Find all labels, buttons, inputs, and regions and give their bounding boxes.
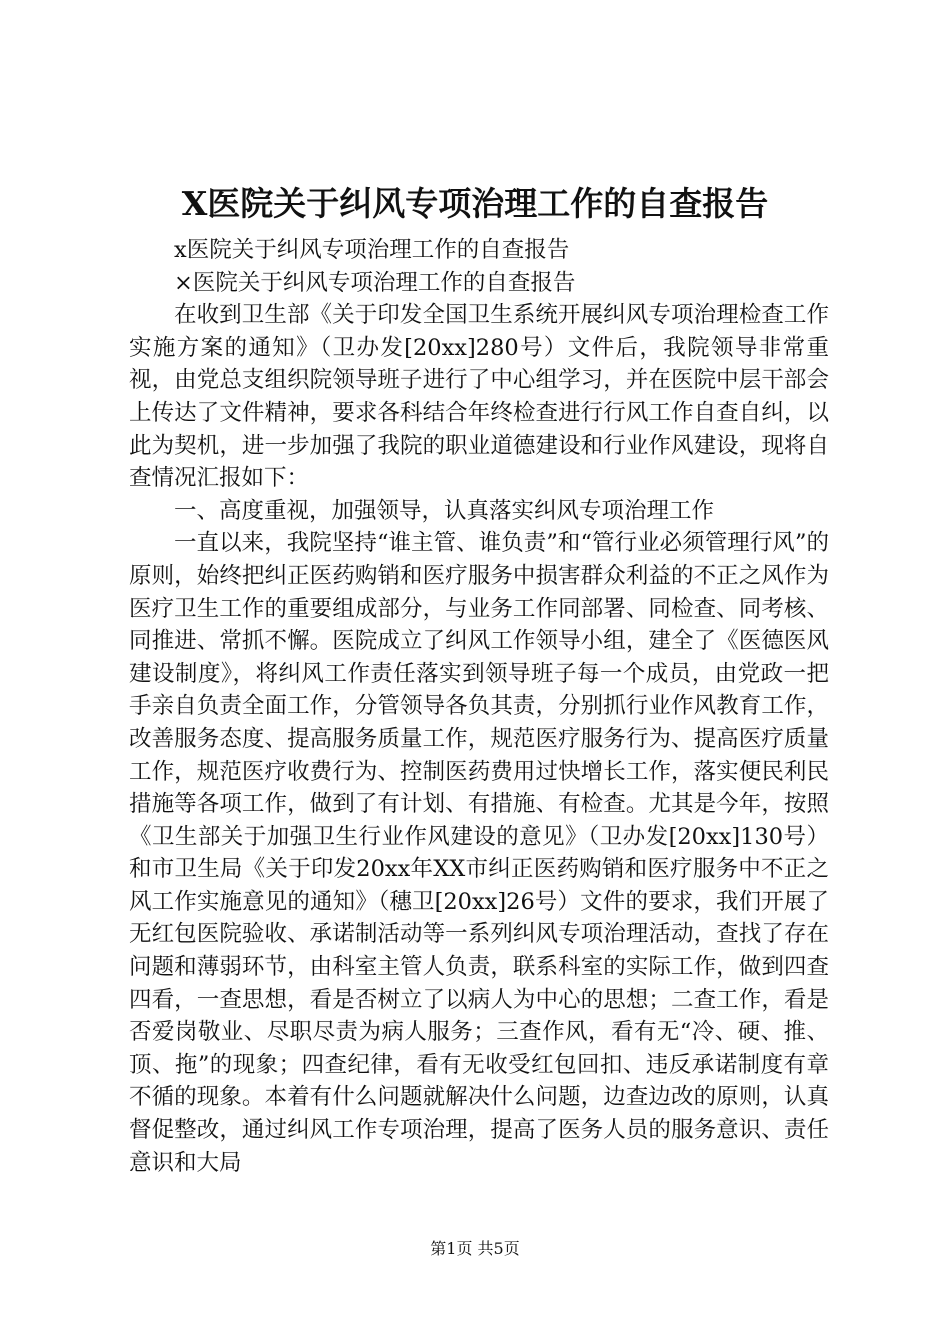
page-footer: [0, 1238, 950, 1260]
page-number: 第1页 共5页: [430, 1239, 520, 1258]
section-heading-1: 一、高度重视，加强领导，认真落实纠风专项治理工作: [174, 497, 715, 524]
document-title: X医院关于纠风专项治理工作的自查报告: [181, 184, 769, 223]
intro-paragraph: 在收到卫生部《关于印发全国卫生系统开展纠风专项治理检查工作实施方案的通知》（卫办发[20xx]280号）文件后，我院领导非常重视，由党总支组织院领导班子进行了中心组学习，并在医院中层干部会上传达了文件精神，要求各科结合年终检查进行行风工作自查自纠，以此为契机，进一步加强了我院的职业道德建设和行业作风建设，现将自查情况汇报如下：: [129, 302, 829, 492]
section-1-paragraph: 一直以来，我院坚持“谁主管、谁负责”和“管行业必须管理行风”的原则，始终把纠正医药购销和医疗服务中损害群众利益的不正之风作为医疗卫生工作的重要组成部分，与业务工作同部署、同检查、同考核、同推进、常抓不懈。医院成立了纠风工作领导小组，建全了《医德医风建设制度》，将纠风工作责任落实到领导班子每一个成员，由党政一把手亲自负责全面工作，分管领导各负其责，分别抓行业作风教育工作，改善服务态度、提高服务质量工作，规范医疗服务行为、提高医疗质量工作，规范医疗收费行为、控制医药费用过快增长工作，落实便民利民措施等各项工作，做到了有计划、有措施、有检查。尤其是今年，按照《卫生部关于加强卫生行业作风建设的意见》（卫办发[20xx]130号）和市卫生局《关于印发20xx年XX市纠正医药购销和医疗服务中不正之风工作实施意见的通知》（穗卫[20xx]26号）文件的要求，我们开展了无红包医院验收、承诺制活动等一系列纠风专项治理活动，查找了存在问题和薄弱环节，由科室主管人负责，联系科室的实际工作，做到四查四看，一查思想，看是否树立了以病人为中心的思想；二查工作，看是否爱岗敬业、尽职尽责为病人服务；三查作风，看有无“冷、硬、推、顶、拖”的现象；四查纪律，看有无收受红包回扣、违反承诺制度有章不循的现象。本着有什么问题就解决什么问题，边查边改的原则，认真督促整改，通过纠风工作专项治理，提高了医务人员的服务意识、责任意识和大局: [129, 530, 829, 1176]
document-body: [129, 234, 829, 1179]
subtitle-line-1: x医院关于纠风专项治理工作的自查报告: [174, 237, 570, 263]
subtitle-line-2: ×医院关于纠风专项治理工作的自查报告: [174, 269, 576, 296]
